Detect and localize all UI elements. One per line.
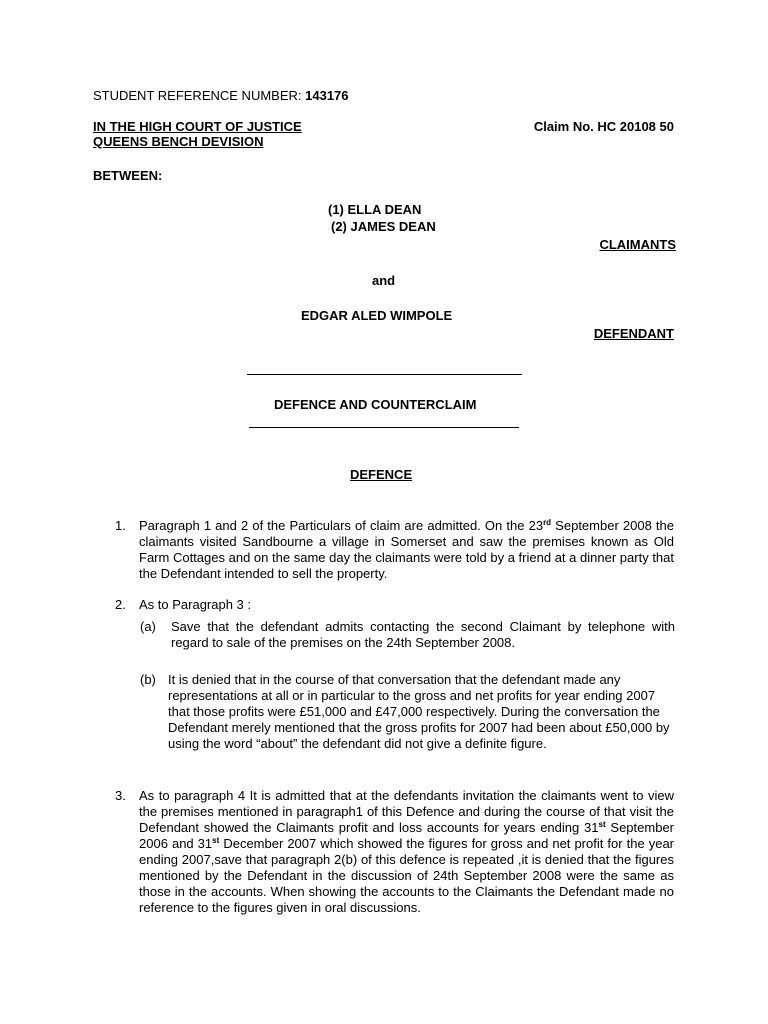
item-text-part: December 2007 which showed the figures for gross and net profit for the year ending 2007,save that paragraph 2(b) of this defence is repeated ,it is denied that the figures mentioned by the Defendant in the discussion of 24th September 2008 were the same as those in the accounts. When showing the accounts to the Claimants the Defendant made no reference to the figures given in oral discussions. <box>139 836 674 915</box>
sub-item-label: (b) <box>140 672 156 687</box>
item-text: As to Paragraph 3 : <box>139 597 252 612</box>
court-name-line2: QUEENS BENCH DEVISION <box>93 134 264 149</box>
document-title: DEFENCE AND COUNTERCLAIM <box>274 397 477 412</box>
item-text-part: As to paragraph 4 It is admitted that at the defendants invitation the claimants went to view the premises mentioned in paragraph1 of this Defence and during the course of that visit the Defendant showed the Claimants profit and loss accounts for years ending 31 <box>139 788 674 835</box>
title-rule-bottom <box>249 427 519 428</box>
item-text <box>139 788 674 916</box>
claimant-2: (2) JAMES DEAN <box>331 219 436 234</box>
sub-item-label: (a) <box>140 619 156 634</box>
item-number: 3. <box>115 788 126 803</box>
student-reference-label: STUDENT REFERENCE NUMBER: <box>93 88 302 103</box>
sub-item-text <box>168 619 675 651</box>
sub-item-text-content: It is denied that in the course of that conversation that the defendant made any representations at all or in particular to the gross and net profits for year ending 2007 that those profits were £51,000 and £47,000 respectively. During the conversation the Defendant merely mentioned that the gross profits for 2007 had been about £50,000 by using the word “about” the defendant did not give a definite figure. <box>168 672 670 751</box>
ordinal-suffix: st <box>598 820 606 829</box>
item-number: 2. <box>115 597 126 612</box>
sub-item-text <box>168 672 675 752</box>
item-text <box>139 518 674 582</box>
item-number: 1. <box>115 518 126 533</box>
between-label: BETWEEN: <box>93 168 163 183</box>
claim-number: Claim No. HC 20108 50 <box>533 119 674 134</box>
claimants-label: CLAIMANTS <box>599 237 676 252</box>
defendant-name: EDGAR ALED WIMPOLE <box>301 308 453 323</box>
ordinal-suffix: rd <box>543 518 552 527</box>
claimant-1: (1) ELLA DEAN <box>328 202 422 217</box>
item-text-part: September 2008 the claimants visited Sandbourne a village in Somerset and saw the premises known as Old Farm Cottages and on the same day the claimants were told by a friend at a dinner party that the Defendant intended to sell the property. <box>139 518 675 581</box>
item-text-part: September 2006 and 31 <box>139 820 674 851</box>
defendant-label: DEFENDANT <box>593 326 674 341</box>
court-name-line1: IN THE HIGH COURT OF JUSTICE <box>93 119 302 134</box>
student-reference-number: 143176 <box>305 88 349 103</box>
student-reference <box>93 88 349 103</box>
and-label: and <box>372 273 396 288</box>
ordinal-suffix: st <box>212 836 220 845</box>
title-rule-top <box>247 374 522 375</box>
sub-item-text-content: Save that the defendant admits contacting the second Claimant by telephone with regard to sale of the premises on the 24th September 2008. <box>171 619 675 650</box>
section-heading-defence: DEFENCE <box>350 467 413 482</box>
item-text-part: Paragraph 1 and 2 of the Particulars of claim are admitted. On the 23 <box>139 518 544 533</box>
